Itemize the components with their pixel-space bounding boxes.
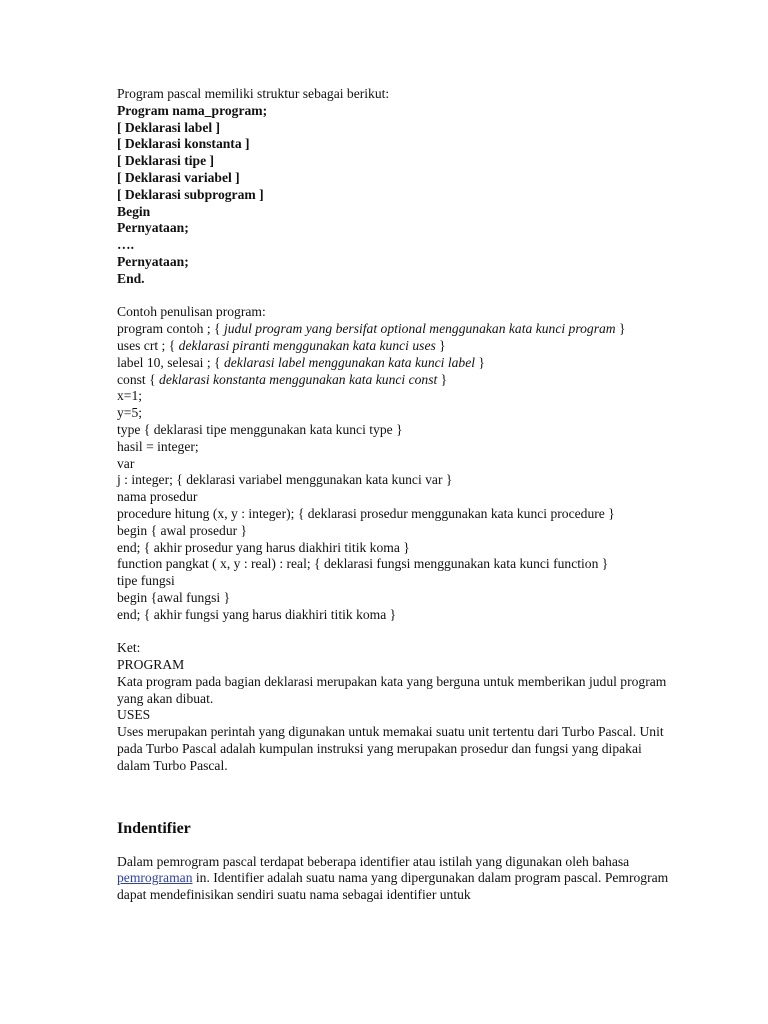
structure-line: [ Deklarasi konstanta ] xyxy=(117,136,250,152)
example-title: Contoh penulisan program: xyxy=(117,304,266,320)
structure-line: [ Deklarasi label ] xyxy=(117,119,221,135)
code-line: end; { akhir prosedur yang harus diakhiri titik koma } xyxy=(117,539,410,555)
code-text: const { xyxy=(117,371,160,387)
structure-line: Program nama_program; xyxy=(117,102,268,118)
code-line: y=5; xyxy=(117,405,143,421)
code-text: program contoh ; { xyxy=(117,321,224,337)
code-line xyxy=(117,338,677,355)
paragraph-gap xyxy=(117,624,677,641)
structure-line: Pernyataan; xyxy=(117,253,189,269)
code-line: procedure hitung (x, y : integer); { deklarasi prosedur menggunakan kata kunci procedure } xyxy=(117,505,615,521)
code-comment: deklarasi konstanta menggunakan kata kunci const xyxy=(159,371,438,387)
code-text: label 10, selesai ; { xyxy=(117,354,224,370)
section-heading: Indentifier xyxy=(117,819,191,837)
structure-line: Pernyataan; xyxy=(117,220,189,236)
uses-description: Uses merupakan perintah yang digunakan untuk memakai suatu unit tertentu dari Turbo Pascal. Unit pada Turbo Pascal adalah kumpulan instruksi yang merupakan prosedur dan fungsi yang dipakai dalam Turbo Pascal. xyxy=(117,724,664,773)
paragraph-text: Dalam pemrogram pascal terdapat beberapa identifier atau istilah yang digunakan oleh bahasa xyxy=(117,853,630,869)
code-line: j : integer; { deklarasi variabel menggunakan kata kunci var } xyxy=(117,472,453,488)
code-line: begin {awal fungsi } xyxy=(117,589,231,605)
intro-sentence: Program pascal memiliki struktur sebagai berikut: xyxy=(117,86,390,101)
code-line: function pangkat ( x, y : real) : real; { deklarasi fungsi menggunakan kata kunci function } xyxy=(117,556,609,572)
code-line: x=1; xyxy=(117,388,143,404)
structure-line: …. xyxy=(117,237,134,253)
code-comment: judul program yang bersifat optional menggunakan kata kunci program xyxy=(223,321,616,337)
code-line: type { deklarasi tipe menggunakan kata kunci type } xyxy=(117,421,403,437)
code-line xyxy=(117,355,677,372)
code-text: } xyxy=(435,337,446,353)
code-line: hasil = integer; xyxy=(117,438,199,454)
code-comment: deklarasi piranti menggunakan kata kunci uses xyxy=(178,337,436,353)
code-text: } xyxy=(475,354,485,370)
structure-line: [ Deklarasi tipe ] xyxy=(117,153,215,169)
structure-line: [ Deklarasi variabel ] xyxy=(117,169,240,185)
paragraph-text: in. Identifier adalah suatu nama yang dipergunakan dalam program pascal. Pemrogram dapat mendefinisikan sendiri suatu nama sebagai identifier untuk xyxy=(117,870,669,903)
uses-term: USES xyxy=(117,707,151,723)
code-text: uses crt ; { xyxy=(117,337,179,353)
code-line: end; { akhir fungsi yang harus diakhiri titik koma } xyxy=(117,606,397,622)
code-line xyxy=(117,321,677,338)
program-term: PROGRAM xyxy=(117,657,185,673)
structure-line: End. xyxy=(117,270,145,286)
structure-line: [ Deklarasi subprogram ] xyxy=(117,186,264,202)
code-line: var xyxy=(117,455,135,471)
paragraph-gap xyxy=(117,288,677,305)
program-description: Kata program pada bagian deklarasi merupakan kata yang berguna untuk memberikan judul program yang akan dibuat. xyxy=(117,673,667,706)
code-line: begin { awal prosedur } xyxy=(117,522,248,538)
code-comment: deklarasi label menggunakan kata kunci label xyxy=(223,354,475,370)
code-line: nama prosedur xyxy=(117,489,198,505)
pemrograman-link[interactable]: pemrograman xyxy=(117,870,193,886)
code-text: } xyxy=(437,371,448,387)
code-text: } xyxy=(615,321,626,337)
document-content xyxy=(117,86,677,904)
identifier-paragraph xyxy=(117,854,677,904)
ket-label: Ket: xyxy=(117,640,141,656)
code-line: tipe fungsi xyxy=(117,573,175,589)
structure-line: Begin xyxy=(117,203,151,219)
code-line xyxy=(117,372,677,389)
